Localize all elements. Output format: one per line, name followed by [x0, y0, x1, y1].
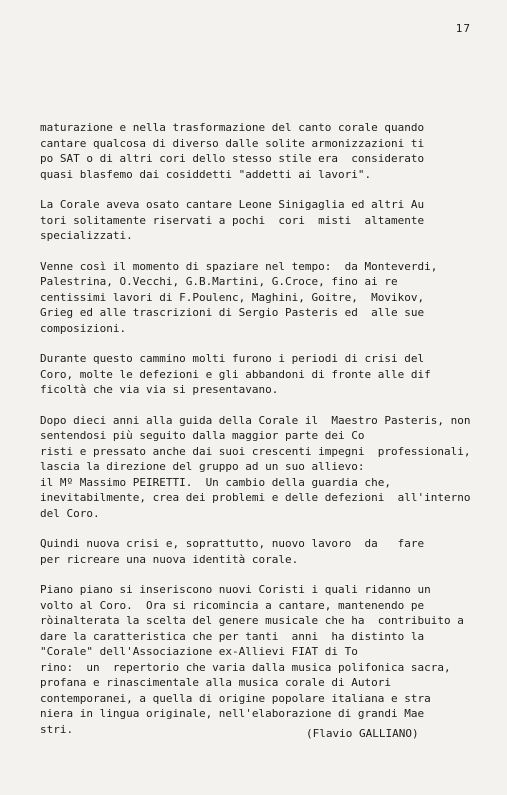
paragraph-3: Venne così il momento di spaziare nel tempo: da Monteverdi, Palestrina, O.Vecchi, G.B.Martini, G.Croce, fino ai re centissimi lavori di F.Poulenc, Maghini, Goitre, Movikov, Grieg ed alle trascrizioni di Sergio Pasteris ed alle sue composizioni.	[40, 259, 438, 335]
author-signature: (Flavio GALLIANO)	[306, 727, 419, 740]
paragraph-4: Durante questo cammino molti furono i periodi di crisi del Coro, molte le defezioni e gli abbandoni di fronte alle dif ficoltà che via via si presentavano.	[40, 352, 431, 396]
paragraph-2: La Corale aveva osato cantare Leone Sinigaglia ed altri Au tori solitamente riservati a pochi cori misti altamente specializzati.	[40, 198, 425, 242]
document-body	[40, 120, 480, 752]
page-number: 17	[455, 22, 471, 35]
paragraph-5: Dopo dieci anni alla guida della Corale il Maestro Pasteris, non sentendosi più seguito dalla maggior parte dei Co risti e pressato anche dai suoi crescenti impegni professionali, lascia la direzione del gruppo ad un suo allievo: il Mº Massimo PEIRETTI. Un cambio della guardia che, inevitabilmente, crea dei problemi e delle defezioni all'interno del Coro.	[40, 413, 471, 520]
paragraph-7: Piano piano si inseriscono nuovi Coristi i quali ridanno un volto al Coro. Ora si ricomincia a cantare, mantenendo pe ròinalterata la scelta del genere musicale che ha contribuito a dare la caratteristica che per tanti anni ha distinto la "Corale" dell'Associazione ex-Allievi FIAT di To rino: un repertorio che varia dalla musica polifonica sacra, profana e rinascimentale alla musica corale di Autori contemporanei, a quella di origine popolare italiana e stra niera in lingua originale, nell'elaborazione di grandi Mae stri.	[40, 583, 464, 736]
paragraph-6: Quindi nuova crisi e, soprattutto, nuovo lavoro da fare per ricreare una nuova identità corale.	[40, 537, 425, 566]
paragraph-1: maturazione e nella trasformazione del canto corale quando cantare qualcosa di diverso dalle solite armonizzazioni ti po SAT o di altri cori dello stesso stile era considerato quasi blasfemo dai cosiddetti "addetti ai lavori".	[40, 121, 425, 181]
